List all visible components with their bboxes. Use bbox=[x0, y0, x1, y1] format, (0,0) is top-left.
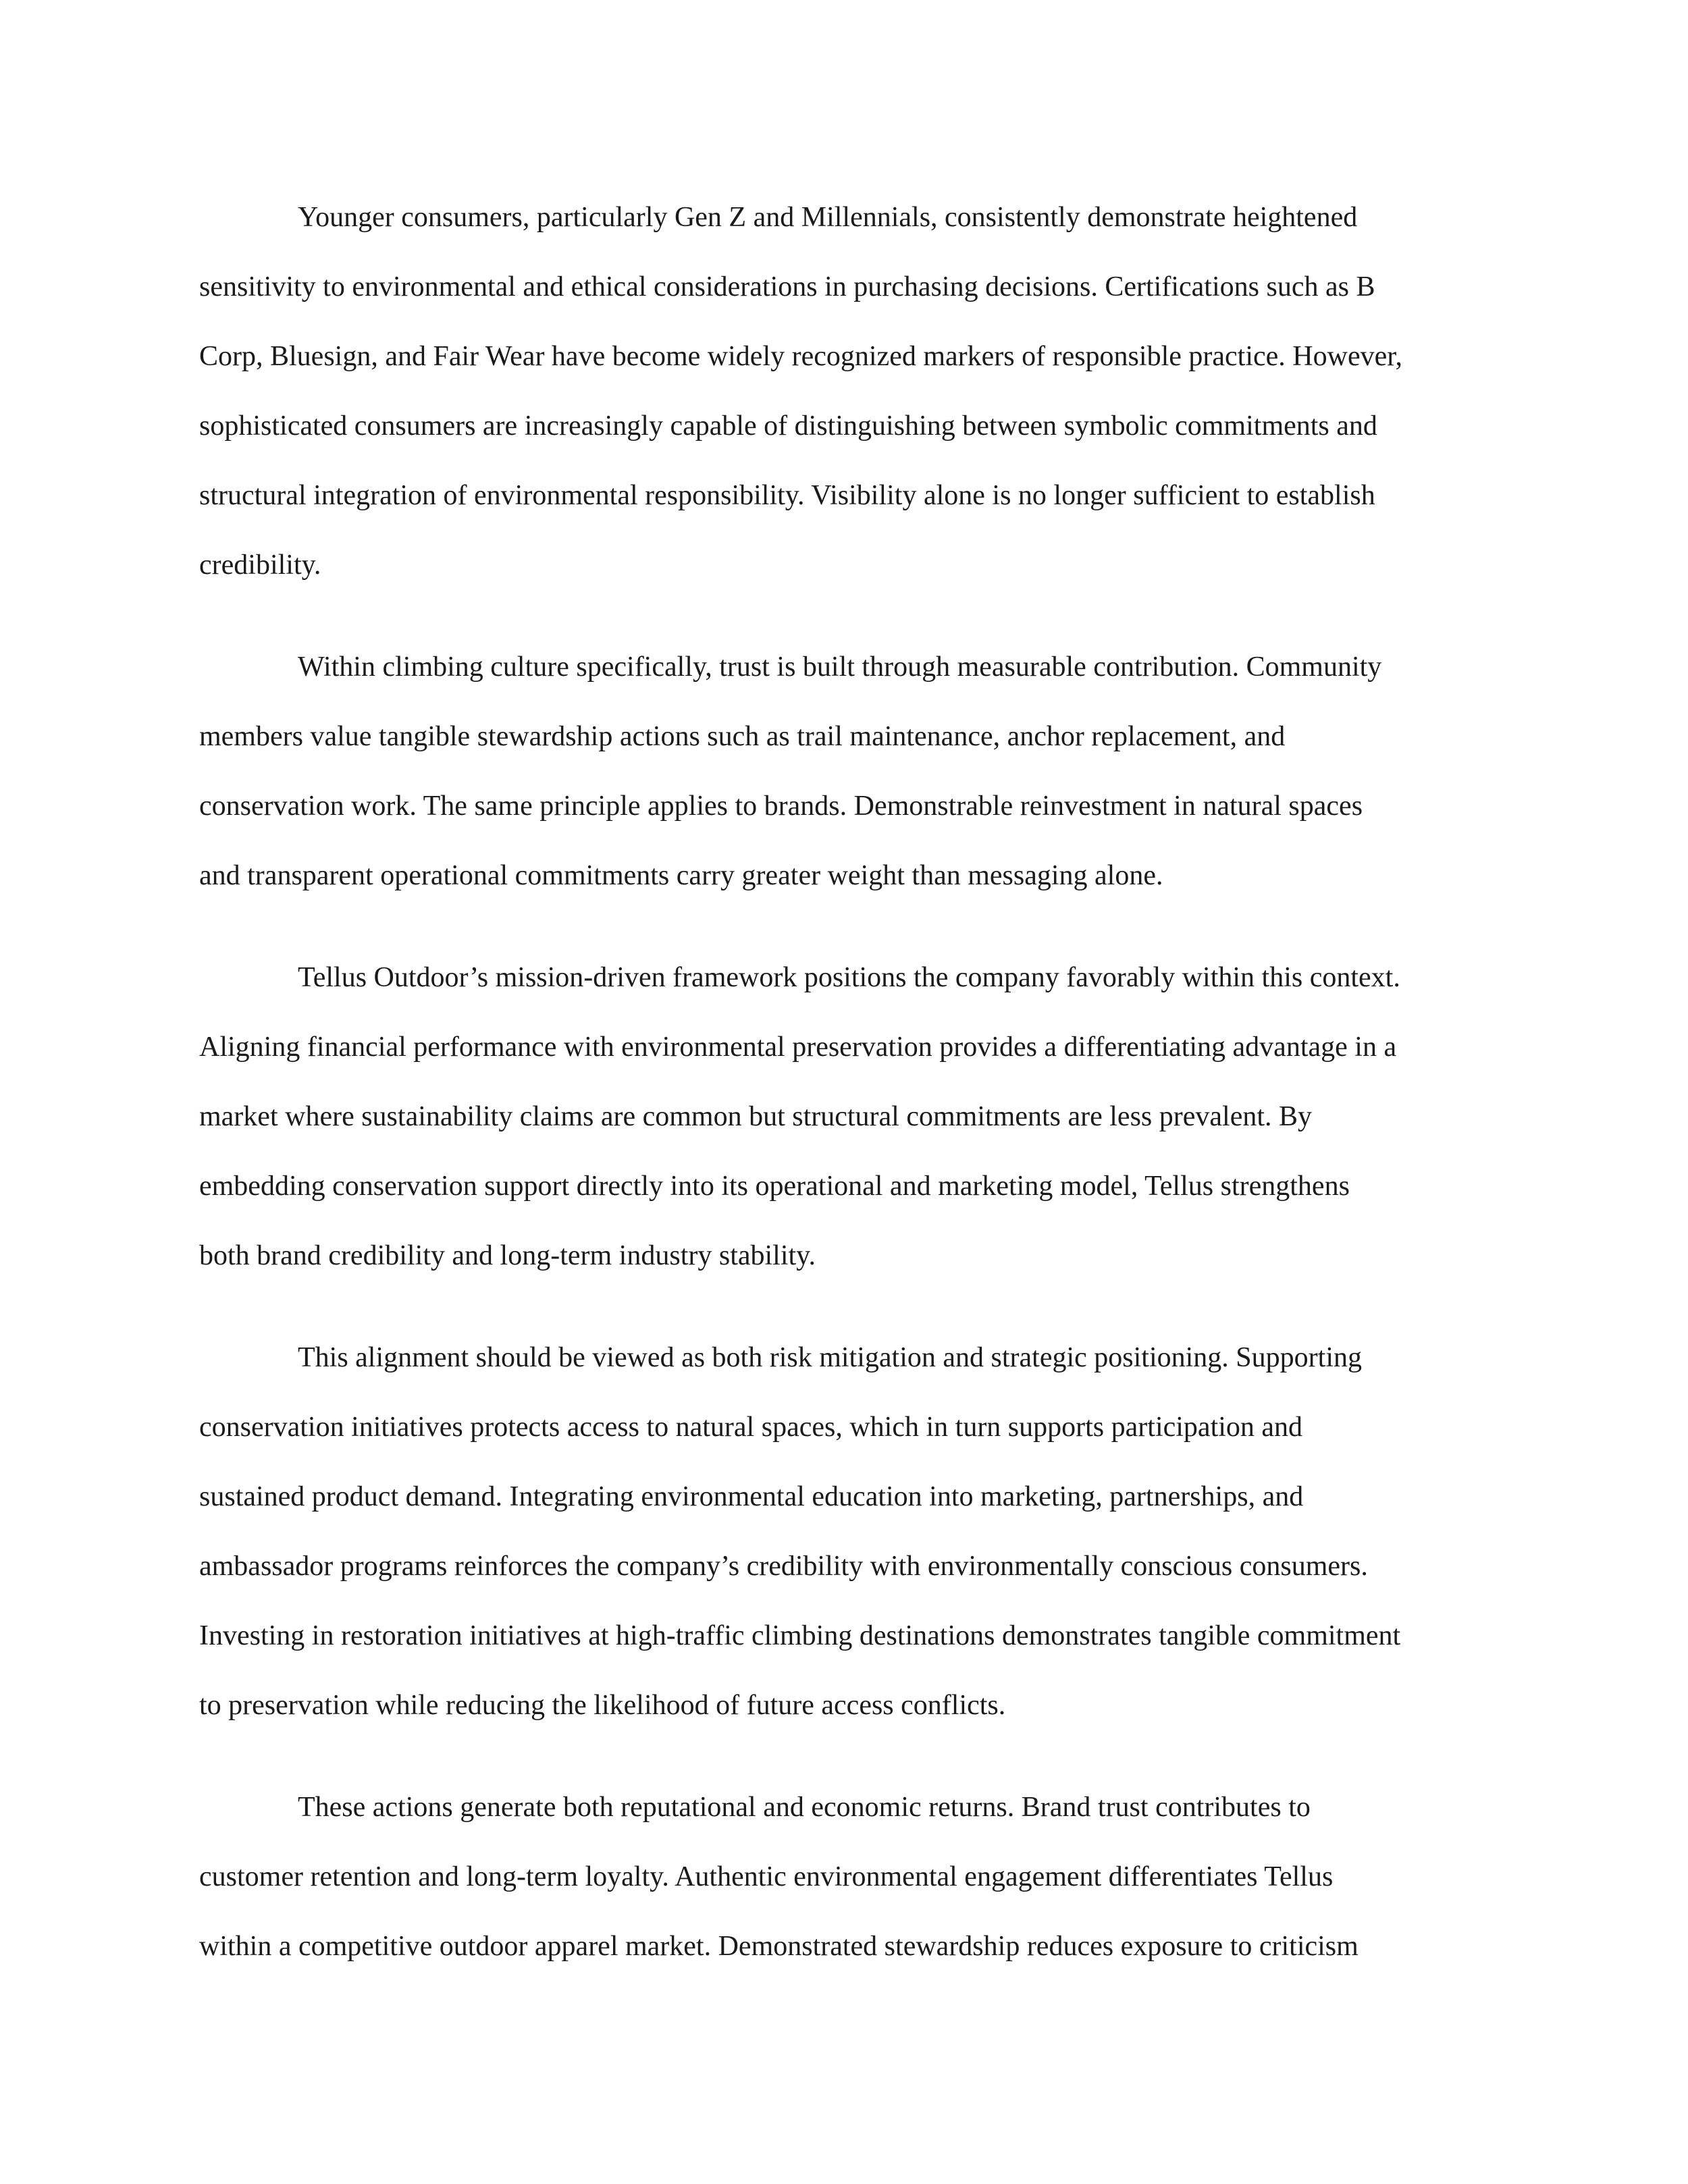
paragraph-line: Tellus Outdoor’s mission-driven framework positions the company favorably within this context. bbox=[298, 962, 1400, 993]
paragraph-line: This alignment should be viewed as both risk mitigation and strategic positioning. Supporting bbox=[298, 1342, 1362, 1373]
paragraph-line: sophisticated consumers are increasingly capable of distinguishing between symbolic commitments and bbox=[199, 410, 1377, 442]
paragraph-line: members value tangible stewardship actions such as trail maintenance, anchor replacement, and bbox=[199, 721, 1286, 752]
paragraph-line: structural integration of environmental responsibility. Visibility alone is no longer sufficient to establish bbox=[199, 480, 1375, 511]
paragraph-line: Corp, Bluesign, and Fair Wear have become widely recognized markers of responsible practice. However, bbox=[199, 341, 1403, 372]
paragraph-line: conservation work. The same principle applies to brands. Demonstrable reinvestment in natural spaces bbox=[199, 791, 1363, 822]
paragraph-line: customer retention and long-term loyalty. Authentic environmental engagement differentiates Tellus bbox=[199, 1861, 1334, 1892]
document-body bbox=[199, 193, 1492, 2024]
paragraph-line: ambassador programs reinforces the company’s credibility with environmentally conscious consumers. bbox=[199, 1551, 1368, 1582]
paragraph-line: These actions generate both reputational and economic returns. Brand trust contributes to bbox=[298, 1792, 1311, 1823]
paragraph-line: credibility. bbox=[199, 550, 321, 581]
paragraph-returns bbox=[199, 1783, 1492, 1992]
paragraph-line: Investing in restoration initiatives at high-traffic climbing destinations demonstrates tangible commitment bbox=[199, 1620, 1401, 1651]
paragraph-line: Aligning financial performance with environmental preservation provides a differentiating advantage in a bbox=[199, 1032, 1397, 1063]
paragraph-tellus-framework bbox=[199, 953, 1492, 1301]
paragraph-line: and transparent operational commitments carry greater weight than messaging alone. bbox=[199, 860, 1163, 891]
paragraph-climbing-culture bbox=[199, 643, 1492, 921]
paragraph-risk-mitigation bbox=[199, 1333, 1492, 1751]
paragraph-line: sensitivity to environmental and ethical considerations in purchasing decisions. Certifications such as B bbox=[199, 271, 1375, 302]
paragraph-line: Younger consumers, particularly Gen Z and Millennials, consistently demonstrate heightened bbox=[298, 202, 1358, 233]
paragraph-consumer-sensitivity bbox=[199, 193, 1492, 610]
paragraph-line: Within climbing culture specifically, trust is built through measurable contribution. Community bbox=[298, 651, 1382, 683]
paragraph-line: both brand credibility and long-term industry stability. bbox=[199, 1240, 816, 1271]
paragraph-line: conservation initiatives protects access to natural spaces, which in turn supports participation and bbox=[199, 1412, 1303, 1443]
paragraph-line: to preservation while reducing the likelihood of future access conflicts. bbox=[199, 1690, 1006, 1721]
paragraph-line: sustained product demand. Integrating environmental education into marketing, partnerships, and bbox=[199, 1481, 1304, 1512]
paragraph-line: market where sustainability claims are common but structural commitments are less prevalent. By bbox=[199, 1101, 1313, 1132]
paragraph-line: embedding conservation support directly into its operational and marketing model, Tellus strengthens bbox=[199, 1171, 1350, 1202]
paragraph-line: within a competitive outdoor apparel market. Demonstrated stewardship reduces exposure to criticism bbox=[199, 1931, 1359, 1962]
